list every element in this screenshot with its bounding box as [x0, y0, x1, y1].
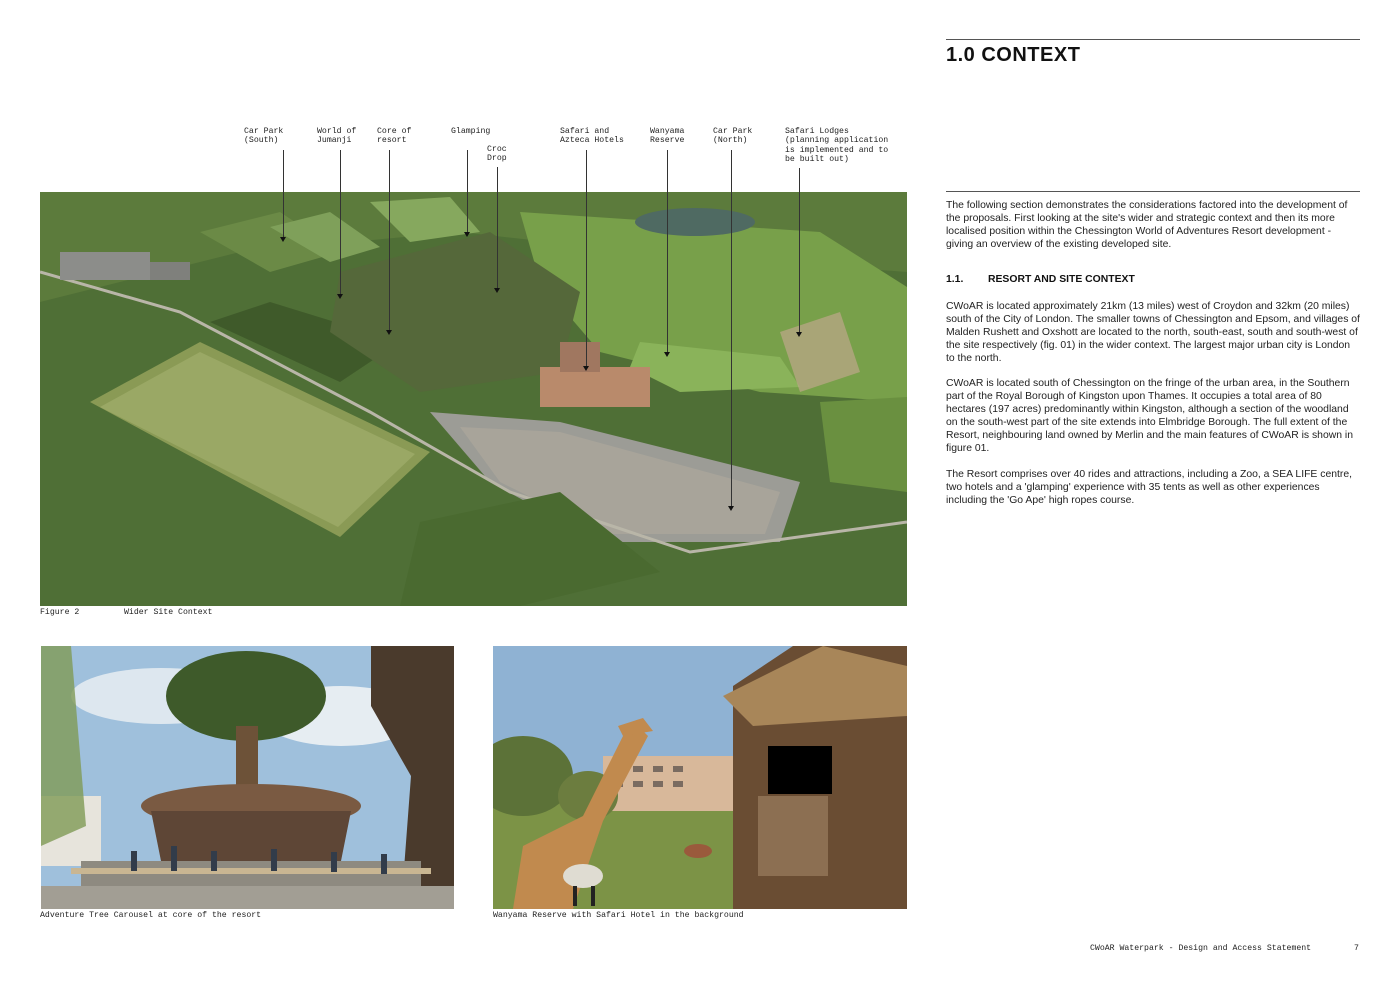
- intro-top-rule: [946, 191, 1360, 192]
- body-paragraph-2: CWoAR is located south of Chessington on the fringe of the urban area, in the Southern part of the Royal Borough of Kingston upon Thames. It occupies a total area of 80 hectares (197 acres) predominantly within Kingston, although a section of the woodland on the south-west part of the site extends into Elmbridge Borough. The full extent of the Resort, neighbouring land owned by Merlin and the main features of CWoAR is shown in figure 01.: [946, 378, 1353, 454]
- marker-glamping: [464, 232, 470, 237]
- intro-paragraph: The following section demonstrates the considerations factored into the development of the proposals. First looking at the site's wider and strategic context and then its more localised position within the Chessington World of Adventures Resort development - giving an overview of the existing developed site.: [946, 200, 1348, 250]
- label-core-of-resort: Core of resort: [377, 127, 412, 146]
- leader-core-of-resort: [389, 150, 390, 330]
- marker-core-of-resort: [386, 330, 392, 335]
- marker-car-park-north: [728, 506, 734, 511]
- label-car-park-south: Car Park (South): [244, 127, 284, 146]
- section-title: RESORT AND SITE CONTEXT: [988, 274, 1135, 285]
- label-glamping: Glamping: [451, 127, 491, 136]
- title-top-rule: [946, 39, 1360, 40]
- figure-2-number: Figure 2: [40, 608, 80, 617]
- page-title: 1.0 CONTEXT: [946, 44, 1081, 66]
- leader-car-park-north: [731, 150, 732, 506]
- wanyama-caption: Wanyama Reserve with Safari Hotel in the background: [493, 911, 744, 920]
- leader-world-of-jumanji: [340, 150, 341, 294]
- section-number: 1.1.: [946, 274, 964, 285]
- footer-text: CWoAR Waterpark - Design and Access Statement: [1090, 944, 1312, 953]
- body-paragraph-3: The Resort comprises over 40 rides and attractions, including a Zoo, a SEA LIFE centre, two hotels and a 'glamping' experience with 35 tents as well as other experiences including the 'Go Ape' high ropes course.: [946, 469, 1353, 506]
- carousel-photo-graphic: [41, 646, 454, 909]
- section-heading: [946, 274, 1135, 285]
- leader-glamping: [467, 150, 468, 232]
- marker-safari-lodges: [796, 332, 802, 337]
- marker-world-of-jumanji: [337, 294, 343, 299]
- wanyama-photo-graphic: [493, 646, 907, 909]
- carousel-photo: [41, 646, 454, 909]
- leader-croc-drop: [497, 167, 498, 288]
- leader-safari-hotels: [586, 150, 587, 366]
- leader-safari-lodges: [799, 168, 800, 332]
- carousel-caption: Adventure Tree Carousel at core of the resort: [40, 911, 262, 920]
- page-number: 7: [1354, 944, 1359, 953]
- aerial-photo: [40, 192, 907, 606]
- leader-car-park-south: [283, 150, 284, 237]
- marker-safari-hotels: [583, 366, 589, 371]
- wanyama-photo: [493, 646, 907, 909]
- label-croc-drop: Croc Drop: [487, 145, 507, 164]
- leader-wanyama-reserve: [667, 150, 668, 352]
- label-safari-azteca-hotels: Safari and Azteca Hotels: [560, 127, 624, 146]
- figure-2-title: Wider Site Context: [124, 608, 213, 617]
- label-world-of-jumanji: World of Jumanji: [317, 127, 357, 146]
- marker-car-park-south: [280, 237, 286, 242]
- body-paragraph-1: CWoAR is located approximately 21km (13 miles) west of Croydon and 32km (20 miles) south of the City of London. The smaller towns of Chessington and Epsom, and villages of Malden Rushett and Oxshott are located to the north, south-east, south and south-west of the site respectively (fig. 01) in the wider context. The largest major urban city is London to the north.: [946, 301, 1360, 364]
- marker-wanyama-reserve: [664, 352, 670, 357]
- label-safari-lodges: Safari Lodges (planning application is implemented and to be built out): [785, 127, 889, 165]
- label-car-park-north: Car Park (North): [713, 127, 753, 146]
- marker-croc-drop: [494, 288, 500, 293]
- aerial-photo-graphic: [40, 192, 907, 606]
- label-wanyama-reserve: Wanyama Reserve: [650, 127, 685, 146]
